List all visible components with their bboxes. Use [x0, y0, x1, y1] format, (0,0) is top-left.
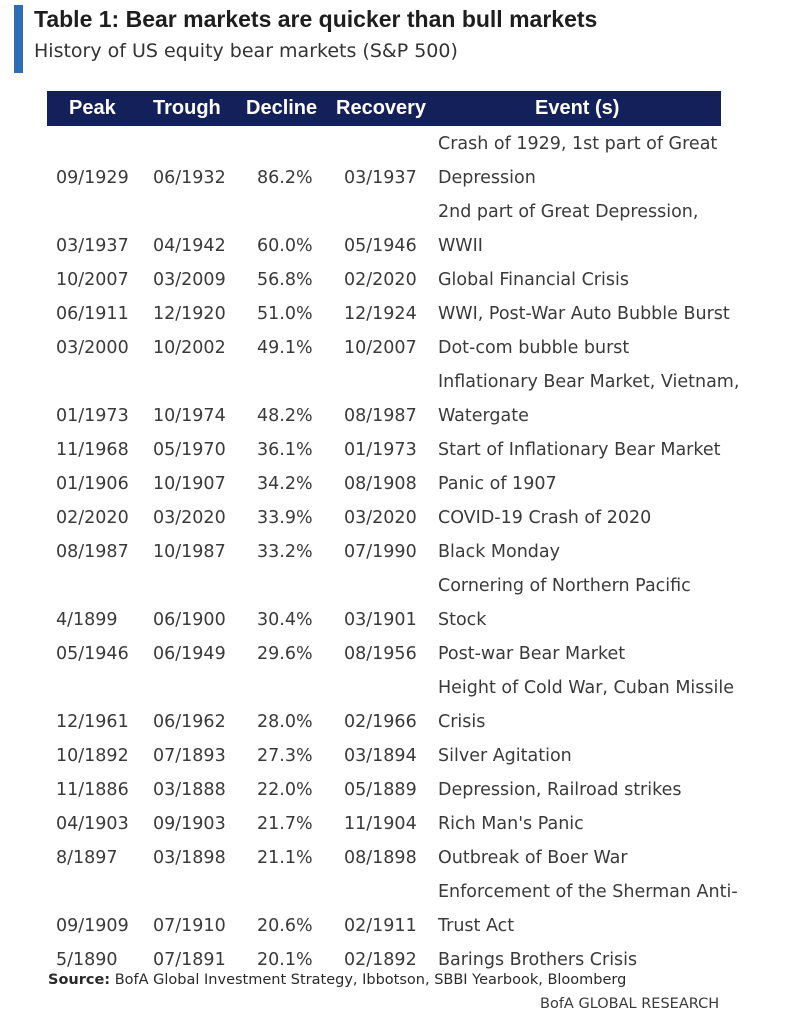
table-row	[0, 365, 810, 433]
table-row	[0, 841, 810, 875]
column-header-decline: Decline	[246, 97, 318, 119]
cell-decline: 20.6%	[257, 916, 313, 936]
cell-decline: 20.1%	[257, 950, 313, 970]
table-row	[0, 535, 810, 569]
cell-recovery: 02/2020	[344, 270, 417, 290]
table-title: Table 1: Bear markets are quicker than bull markets	[34, 6, 598, 32]
cell-trough: 12/1920	[153, 304, 226, 324]
cell-peak: 5/1890	[56, 950, 118, 970]
cell-peak: 4/1899	[56, 610, 118, 630]
cell-peak: 06/1911	[56, 304, 129, 324]
cell-peak: 01/1906	[56, 474, 129, 494]
table-row	[0, 875, 810, 943]
cell-event: Rich Man's Panic	[438, 814, 584, 834]
cell-trough: 10/1974	[153, 406, 226, 426]
cell-event: WWII	[438, 236, 483, 256]
cell-recovery: 08/1956	[344, 644, 417, 664]
column-header-recovery: Recovery	[336, 97, 427, 119]
cell-peak: 04/1903	[56, 814, 129, 834]
cell-decline: 27.3%	[257, 746, 313, 766]
cell-recovery: 02/1911	[344, 916, 417, 936]
cell-peak: 03/1937	[56, 236, 129, 256]
table-row	[0, 331, 810, 365]
cell-decline: 49.1%	[257, 338, 313, 358]
cell-peak: 11/1886	[56, 780, 129, 800]
cell-peak: 8/1897	[56, 848, 118, 868]
cell-event: Height of Cold War, Cuban Missile	[438, 678, 735, 698]
cell-decline: 86.2%	[257, 168, 313, 188]
cell-decline: 36.1%	[257, 440, 313, 460]
cell-decline: 48.2%	[257, 406, 313, 426]
column-header-peak: Peak	[69, 97, 116, 119]
title-accent-bar	[14, 5, 23, 73]
cell-peak: 05/1946	[56, 644, 129, 664]
cell-trough: 07/1910	[153, 916, 226, 936]
cell-trough: 03/1898	[153, 848, 226, 868]
cell-peak: 10/1892	[56, 746, 129, 766]
cell-trough: 06/1900	[153, 610, 226, 630]
table-header	[47, 91, 721, 126]
cell-decline: 22.0%	[257, 780, 313, 800]
cell-recovery: 07/1990	[344, 542, 417, 562]
cell-peak: 09/1929	[56, 168, 129, 188]
cell-peak: 10/2007	[56, 270, 129, 290]
cell-event: Start of Inflationary Bear Market	[438, 440, 721, 460]
cell-trough: 06/1949	[153, 644, 226, 664]
cell-trough: 06/1962	[153, 712, 226, 732]
cell-recovery: 12/1924	[344, 304, 417, 324]
cell-event: Barings Brothers Crisis	[438, 950, 638, 970]
cell-recovery: 03/1901	[344, 610, 417, 630]
table-row	[0, 569, 810, 637]
cell-event: Silver Agitation	[438, 746, 572, 766]
cell-recovery: 01/1973	[344, 440, 417, 460]
cell-peak: 11/1968	[56, 440, 129, 460]
table-row	[0, 671, 810, 739]
cell-decline: 56.8%	[257, 270, 313, 290]
cell-peak: 02/2020	[56, 508, 129, 528]
cell-trough: 10/2002	[153, 338, 226, 358]
cell-recovery: 02/1892	[344, 950, 417, 970]
table-row	[0, 637, 810, 671]
cell-event: Black Monday	[438, 542, 560, 562]
brand-footer: BofA GLOBAL RESEARCH	[540, 996, 720, 1012]
cell-recovery: 05/1946	[344, 236, 417, 256]
cell-event: WWI, Post-War Auto Bubble Burst	[438, 304, 730, 324]
cell-trough: 03/1888	[153, 780, 226, 800]
cell-trough: 03/2020	[153, 508, 226, 528]
cell-trough: 10/1987	[153, 542, 226, 562]
cell-trough: 04/1942	[153, 236, 226, 256]
cell-event: Enforcement of the Sherman Anti-	[438, 882, 738, 902]
table-row	[0, 127, 810, 195]
cell-trough: 07/1893	[153, 746, 226, 766]
cell-event: Post-war Bear Market	[438, 644, 626, 664]
source-label: Source:	[48, 972, 111, 988]
cell-event: Watergate	[438, 406, 529, 426]
table-row	[0, 297, 810, 331]
cell-decline: 29.6%	[257, 644, 313, 664]
cell-recovery: 11/1904	[344, 814, 417, 834]
cell-event: Crisis	[438, 712, 486, 732]
cell-recovery: 03/1937	[344, 168, 417, 188]
table-row	[0, 195, 810, 263]
source-note	[48, 972, 626, 988]
table-row	[0, 773, 810, 807]
cell-peak: 12/1961	[56, 712, 129, 732]
source-text: BofA Global Investment Strategy, Ibbotson, SBBI Yearbook, Bloomberg	[110, 972, 627, 988]
cell-decline: 21.1%	[257, 848, 313, 868]
cell-trough: 10/1907	[153, 474, 226, 494]
cell-peak: 01/1973	[56, 406, 129, 426]
cell-trough: 07/1891	[153, 950, 226, 970]
cell-recovery: 05/1889	[344, 780, 417, 800]
cell-event: Dot-com bubble burst	[438, 338, 630, 358]
table-row	[0, 263, 810, 297]
cell-decline: 21.7%	[257, 814, 313, 834]
cell-decline: 34.2%	[257, 474, 313, 494]
cell-decline: 33.2%	[257, 542, 313, 562]
cell-decline: 60.0%	[257, 236, 313, 256]
table-row	[0, 467, 810, 501]
cell-decline: 28.0%	[257, 712, 313, 732]
table-row	[0, 807, 810, 841]
cell-recovery: 08/1987	[344, 406, 417, 426]
column-header-event: Event (s)	[535, 97, 620, 119]
cell-recovery: 03/2020	[344, 508, 417, 528]
cell-event: Stock	[438, 610, 487, 630]
cell-peak: 08/1987	[56, 542, 129, 562]
table-row	[0, 501, 810, 535]
cell-decline: 33.9%	[257, 508, 313, 528]
cell-event: Global Financial Crisis	[438, 270, 629, 290]
cell-event: Inflationary Bear Market, Vietnam,	[438, 372, 740, 392]
cell-event: COVID-19 Crash of 2020	[438, 508, 652, 528]
column-header-trough: Trough	[153, 97, 221, 119]
table-row	[0, 739, 810, 773]
table-subtitle: History of US equity bear markets (S&P 500)	[34, 40, 458, 62]
cell-trough: 06/1932	[153, 168, 226, 188]
cell-recovery: 08/1908	[344, 474, 417, 494]
cell-event: Panic of 1907	[438, 474, 557, 494]
cell-event: Cornering of Northern Pacific	[438, 576, 691, 596]
cell-decline: 30.4%	[257, 610, 313, 630]
cell-trough: 09/1903	[153, 814, 226, 834]
cell-trough: 05/1970	[153, 440, 226, 460]
cell-peak: 09/1909	[56, 916, 129, 936]
cell-event: Outbreak of Boer War	[438, 848, 628, 868]
cell-event: Depression, Railroad strikes	[438, 780, 682, 800]
cell-event: Crash of 1929, 1st part of Great	[438, 134, 718, 154]
cell-event: Trust Act	[438, 916, 515, 936]
cell-trough: 03/2009	[153, 270, 226, 290]
cell-recovery: 02/1966	[344, 712, 417, 732]
cell-event: 2nd part of Great Depression,	[438, 202, 699, 222]
table-row	[0, 433, 810, 467]
cell-event: Depression	[438, 168, 536, 188]
cell-recovery: 03/1894	[344, 746, 417, 766]
cell-recovery: 08/1898	[344, 848, 417, 868]
cell-decline: 51.0%	[257, 304, 313, 324]
cell-peak: 03/2000	[56, 338, 129, 358]
cell-recovery: 10/2007	[344, 338, 417, 358]
